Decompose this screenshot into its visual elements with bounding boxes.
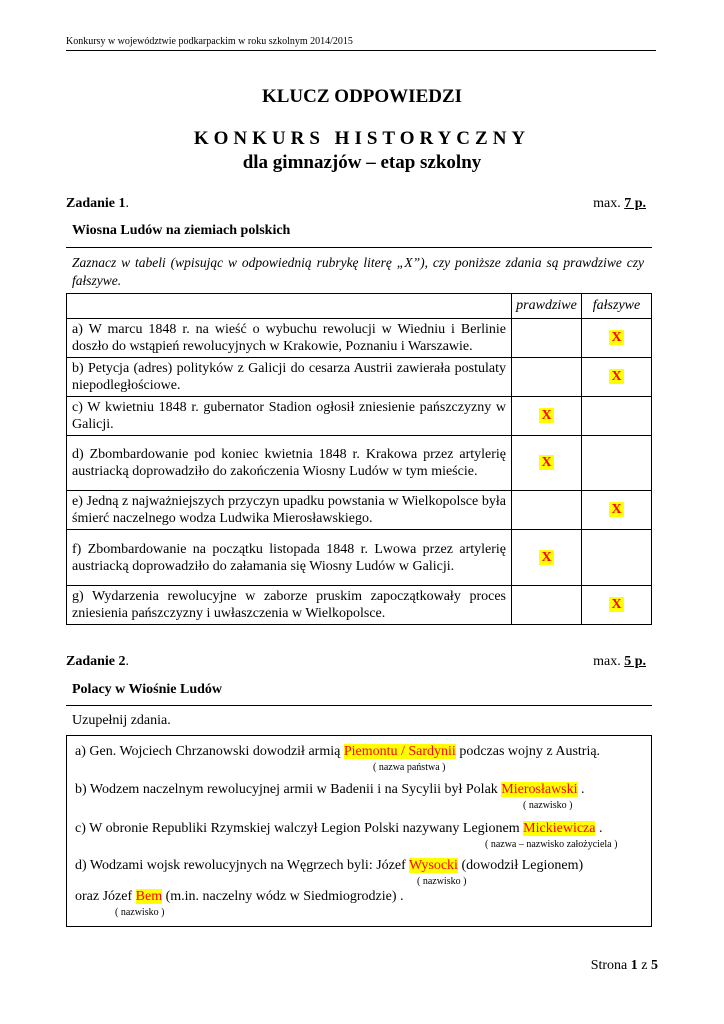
answer-b: Mierosławski — [501, 782, 578, 797]
task1-instruction: Zaznacz w tabeli (wpisując w odpowiednią rubrykę literę „X”), czy poniższe zdania są prawdziwe czy fałszywe. — [72, 255, 644, 288]
contest-title: KONKURS HISTORYCZNY — [193, 128, 531, 149]
answer-mark: X — [541, 549, 552, 565]
column-true: prawdziwe — [512, 294, 582, 319]
true-cell — [512, 530, 582, 586]
true-false-table — [66, 293, 652, 625]
task2-header: Zadanie 2. max. 5 p. — [66, 654, 646, 669]
answer-d: Wysocki — [409, 858, 458, 873]
table-row — [67, 319, 652, 358]
answer-mark: X — [611, 330, 622, 345]
answer-mark: X — [611, 502, 622, 517]
sentence-c: c) W obronie Republiki Rzymskiej walczył Legion Polski nazywany Legionem Mickiewicza . — [75, 821, 603, 836]
task1-topic: Wiosna Ludów na ziemiach polskich — [72, 223, 291, 238]
page-header: Konkursy w województwie podkarpackim w roku szkolnym 2014/2015 — [66, 36, 656, 51]
page-number: Strona 1 z 5 — [590, 958, 658, 973]
hint-d: ( nazwisko ) — [417, 876, 467, 887]
false-cell — [582, 491, 652, 530]
task1-label: Zadanie 1 — [66, 196, 126, 211]
sentence-e: oraz Józef Bem (m.in. naczelny wódz w Siedmiogrodzie) . — [75, 889, 404, 904]
level-title: dla gimnazjów – etap szkolny — [242, 152, 482, 173]
task1-max: max. 7 p. — [593, 196, 646, 211]
statement-cell: g) Wydarzenia rewolucyjne w zaborze pruskim zapoczątkowały proces zniesienia pańszczyzny i uwłaszczenia w Wielkopolsce. — [67, 586, 512, 625]
true-cell — [512, 397, 582, 436]
column-false: fałszywe — [582, 294, 652, 319]
divider — [66, 705, 652, 706]
answer-mark: X — [541, 408, 552, 423]
false-cell — [582, 436, 652, 491]
table-row — [67, 530, 652, 586]
statement-cell: c) W kwietniu 1848 r. gubernator Stadion ogłosił zniesienie pańszczyzny w Galicji. — [67, 397, 512, 436]
table-row — [67, 586, 652, 625]
task1-header: Zadanie 1. max. 7 p. — [66, 196, 646, 211]
sentence-d: d) Wodzami wojsk rewolucyjnych na Węgrzech byli: Józef Wysocki (dowodził Legionem) — [75, 858, 584, 873]
statement-cell: f) Zbombardowanie na początku listopada 1848 r. Lwowa przez artylerię austriacką doprowadziło do załamania się Wiosny Ludów w Galicji. — [67, 530, 512, 586]
sentence-a: a) Gen. Wojciech Chrzanowski dowodził armią Piemontu / Sardynii podczas wojny z Austrią. — [75, 744, 601, 759]
answer-c: Mickiewicza — [523, 821, 596, 836]
true-cell — [512, 491, 582, 530]
divider — [66, 247, 652, 248]
false-cell — [582, 530, 652, 586]
hint-e: ( nazwisko ) — [115, 907, 165, 918]
answer-mark: X — [541, 455, 552, 470]
statement-cell: b) Petycja (adres) polityków z Galicji do cesarza Austrii zawierała postulaty niepodległościowe. — [67, 358, 512, 397]
task2-label: Zadanie 2 — [66, 654, 126, 669]
table-row — [67, 397, 652, 436]
statement-column-header — [67, 294, 512, 319]
false-cell — [582, 397, 652, 436]
answer-e: Bem — [135, 889, 163, 904]
hint-a: ( nazwa państwa ) — [373, 762, 446, 773]
task2-topic: Polacy w Wiośnie Ludów — [72, 682, 223, 697]
answer-a: Piemontu / Sardynii — [343, 744, 456, 759]
table-row — [67, 436, 652, 491]
task1-max-points: 7 p. — [624, 196, 646, 211]
hint-b: ( nazwisko ) — [523, 800, 573, 811]
fill-in-box — [66, 735, 652, 927]
true-cell — [512, 436, 582, 491]
sentence-b: b) Wodzem naczelnym rewolucyjnej armii w Badenii i na Sycylii był Polak Mierosławski . — [75, 782, 585, 797]
table-row — [67, 491, 652, 530]
statement-cell: e) Jedną z najważniejszych przyczyn upadku powstania w Wielkopolsce była śmierć naczelnego wodza Ludwika Mierosławskiego. — [67, 491, 512, 530]
answer-mark: X — [611, 369, 622, 384]
table-row — [67, 358, 652, 397]
hint-c: ( nazwa – nazwisko założyciela ) — [485, 839, 618, 850]
answer-key-title: KLUCZ ODPOWIEDZI — [261, 86, 463, 107]
true-cell — [512, 358, 582, 397]
task2-max: max. 5 p. — [593, 654, 646, 669]
statement-cell: d) Zbombardowanie pod koniec kwietnia 1848 r. Krakowa przez artylerię austriacką doprowadziło do zakończenia Wiosny Ludów w tym mieście. — [67, 436, 512, 491]
answer-mark: X — [611, 597, 622, 612]
statement-cell: a) W marcu 1848 r. na wieść o wybuchu rewolucji w Wiedniu i Berlinie doszło do wstąpień rewolucyjnych w Krakowie, Poznaniu i Warszawie. — [67, 319, 512, 358]
true-cell — [512, 319, 582, 358]
false-cell — [582, 319, 652, 358]
task2-instruction: Uzupełnij zdania. — [72, 713, 171, 728]
table-header-row — [67, 294, 652, 319]
false-cell — [582, 358, 652, 397]
true-cell — [512, 586, 582, 625]
task2-max-points: 5 p. — [624, 654, 646, 669]
false-cell — [582, 586, 652, 625]
